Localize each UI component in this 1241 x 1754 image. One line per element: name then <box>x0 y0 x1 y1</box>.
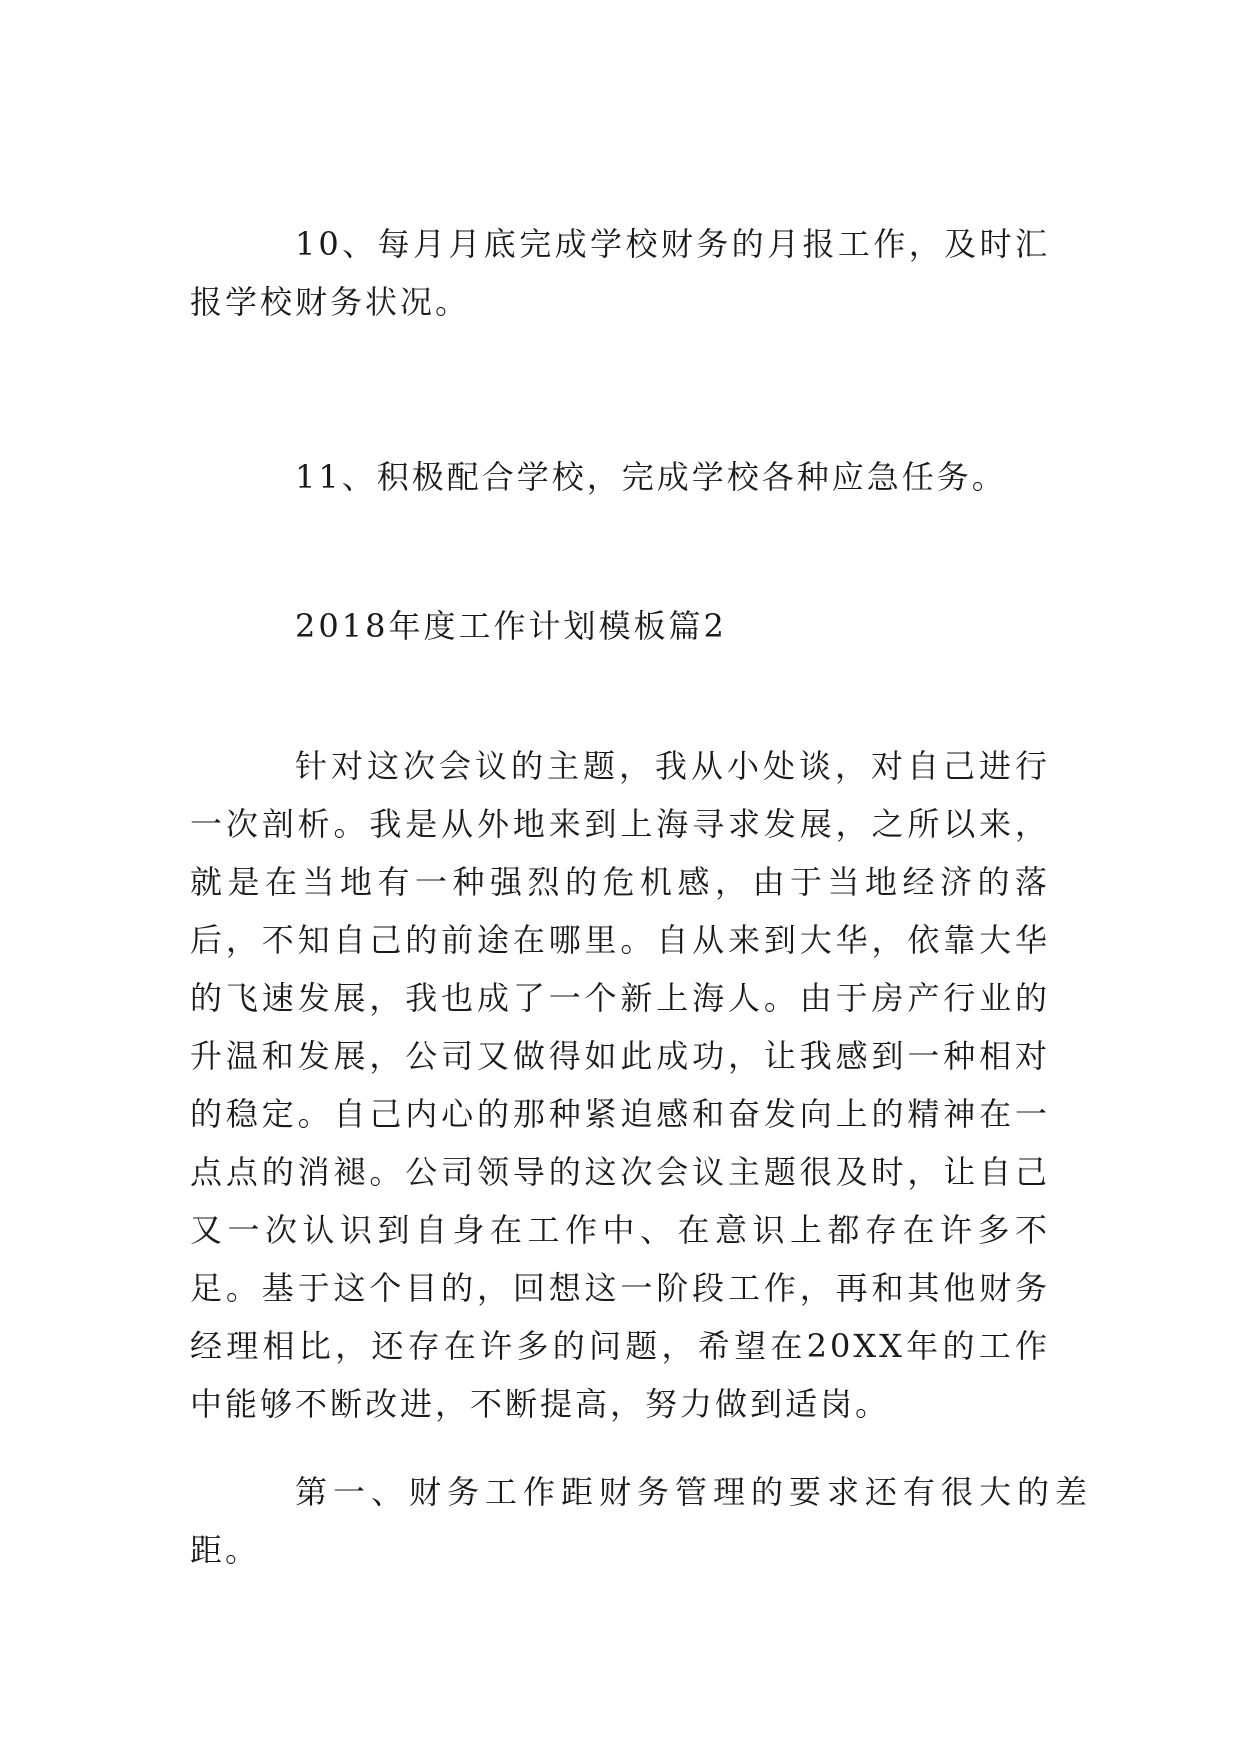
paragraph-item-11: 11、积极配合学校，完成学校各种应急任务。 <box>295 458 1007 496</box>
paragraph-item-10: 10、每月月底完成学校财务的月报工作，及时汇报学校财务状况。 <box>190 225 1050 321</box>
body-paragraph: 针对这次会议的主题，我从小处谈，对自己进行一次剖析。我是从外地来到上海寻求发展，之所以来，就是在当地有一种强烈的危机感，由于当地经济的落后，不知自己的前途在哪里。自从来到大华，依靠大华的飞速发展，我也成了一个新上海人。由于房产行业的升温和发展，公司又做得如此成功，让我感到一种相对的稳定。自己内心的那种紧迫感和奋发向上的精神在一点点的消褪。公司领导的这次会议主题很及时，让自己又一次认识到自身在工作中、在意识上都存在许多不足。基于这个目的，回想这一阶段工作，再和其他财务经理相比，还存在许多的问题，希望在20XX年的工作中能够不断改进，不断提高，努力做到适岗。 <box>190 747 1050 1423</box>
section-heading: 2018年度工作计划模板篇2 <box>295 607 727 645</box>
closing-paragraph: 第一、财务工作距财务管理的要求还有很大的差距。 <box>190 1473 1090 1569</box>
